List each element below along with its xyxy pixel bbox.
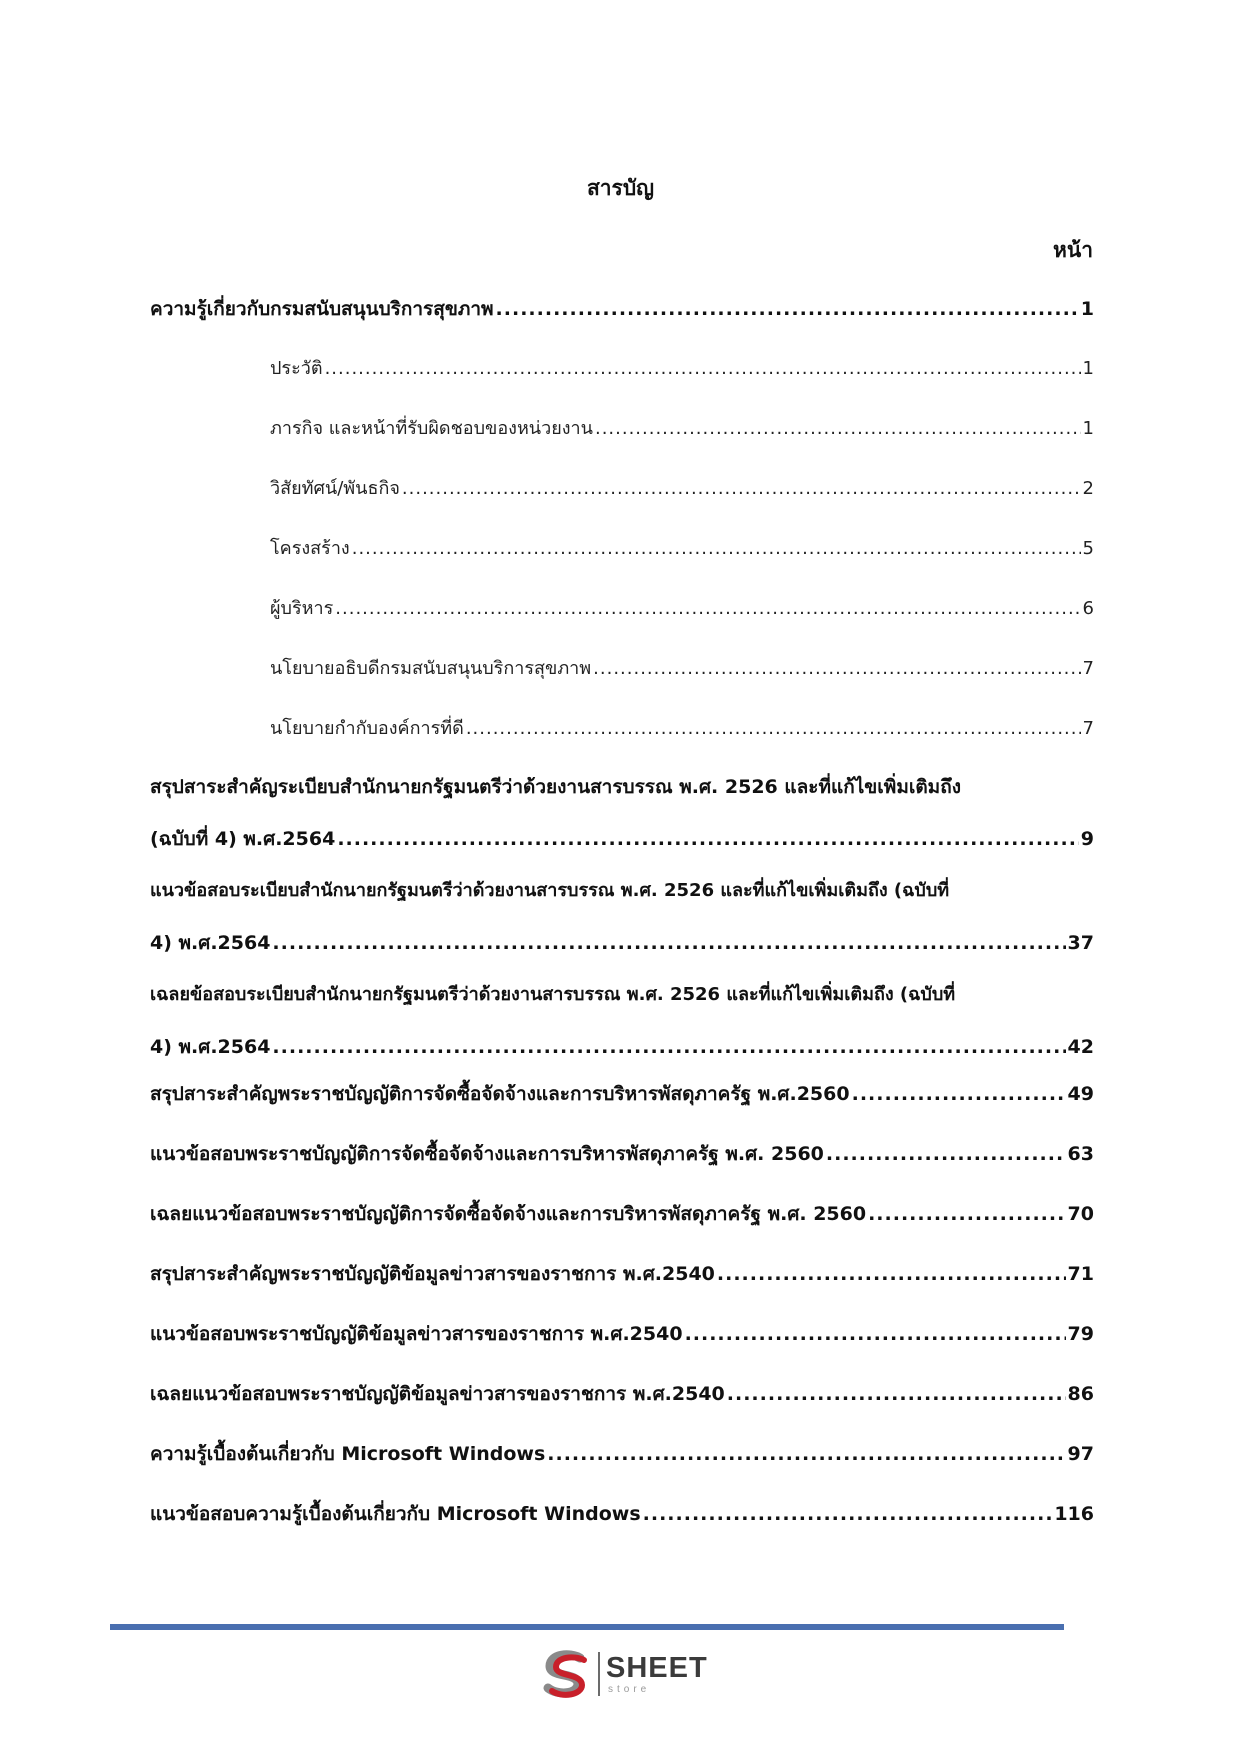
toc-entry-title-line1: แนวข้อสอบระเบียบสำนักนายกรัฐมนตรีว่าด้วยงานสารบรรณ พ.ศ. 2526 และที่แก้ไขเพิ่มเติมถึง (ฉบับที่ bbox=[150, 880, 950, 901]
toc-entry-page: 37 bbox=[1067, 932, 1094, 954]
toc-entry-title-line1: สรุปสาระสำคัญระเบียบสำนักนายกรัฐมนตรีว่าด้วยงานสารบรรณ พ.ศ. 2526 และที่แก้ไขเพิ่มเติมถึง bbox=[150, 776, 961, 798]
toc-subentry[interactable] bbox=[270, 707, 1094, 751]
toc-entry-title: แนวข้อสอบพระราชบัญญัติการจัดซื้อจัดจ้างและการบริหารพัสดุภาครัฐ พ.ศ. 2560 bbox=[150, 1143, 824, 1165]
toc-entry-page: 1 bbox=[1082, 358, 1094, 379]
toc-subentry[interactable] bbox=[270, 407, 1094, 451]
footer-rule bbox=[110, 1624, 1064, 1630]
toc-subentry[interactable] bbox=[270, 467, 1094, 511]
dot-leader bbox=[643, 1492, 1053, 1536]
toc-entry-page: 6 bbox=[1082, 598, 1094, 619]
toc-subentry[interactable] bbox=[270, 587, 1094, 631]
toc-entry-title: ประวัติ bbox=[270, 358, 323, 379]
dot-leader bbox=[727, 1372, 1066, 1416]
page-column-label: หน้า bbox=[1053, 238, 1093, 262]
toc-entry-page: 116 bbox=[1054, 1503, 1094, 1525]
toc-entry[interactable] bbox=[150, 1132, 1094, 1176]
toc-entry[interactable] bbox=[150, 1312, 1094, 1356]
toc-entry-title: วิสัยทัศน์/พันธกิจ bbox=[270, 478, 400, 499]
toc-entry[interactable] bbox=[150, 287, 1094, 331]
dot-leader bbox=[496, 287, 1079, 331]
logo-divider bbox=[598, 1652, 600, 1696]
dot-leader bbox=[272, 921, 1065, 965]
toc-subentry[interactable] bbox=[270, 647, 1094, 691]
toc-entry-title: ความรู้เบื้องต้นเกี่ยวกับ Microsoft Windows bbox=[150, 1443, 546, 1465]
toc-entry-page: 86 bbox=[1067, 1383, 1094, 1405]
dot-leader bbox=[325, 347, 1081, 391]
toc-entry-page: 97 bbox=[1067, 1443, 1094, 1465]
logo-text: SHEET bbox=[606, 1652, 708, 1684]
toc-entry-title: สรุปสาระสำคัญพระราชบัญญัติการจัดซื้อจัดจ้างและการบริหารพัสดุภาครัฐ พ.ศ.2560 bbox=[150, 1083, 850, 1105]
toc-entry-page: 9 bbox=[1080, 828, 1094, 850]
dot-leader bbox=[717, 1252, 1066, 1296]
toc-entry[interactable] bbox=[150, 1432, 1094, 1476]
toc-entry-title-line2: 4) พ.ศ.2564 bbox=[150, 1036, 271, 1058]
toc-entry-page: 70 bbox=[1067, 1203, 1094, 1225]
logo-subtext: store bbox=[608, 1684, 651, 1695]
dot-leader bbox=[595, 407, 1081, 451]
dot-leader bbox=[685, 1312, 1066, 1356]
toc-entry-page: 7 bbox=[1082, 658, 1094, 679]
toc-entry[interactable] bbox=[150, 765, 1094, 861]
dot-leader bbox=[337, 817, 1078, 861]
toc-entry-title: ภารกิจ และหน้าที่รับผิดชอบของหน่วยงาน bbox=[270, 418, 593, 439]
toc-subentry[interactable] bbox=[270, 527, 1094, 571]
toc-entry-page: 63 bbox=[1067, 1143, 1094, 1165]
dot-leader bbox=[272, 1025, 1065, 1069]
toc-entry-title: แนวข้อสอบพระราชบัญญัติข้อมูลข่าวสารของราชการ พ.ศ.2540 bbox=[150, 1323, 683, 1345]
toc-entry-title: ความรู้เกี่ยวกับกรมสนับสนุนบริการสุขภาพ bbox=[150, 298, 494, 320]
toc-entry[interactable] bbox=[150, 1192, 1094, 1236]
toc-entry[interactable] bbox=[150, 1372, 1094, 1416]
dot-leader bbox=[547, 1432, 1065, 1476]
page-title: สารบัญ bbox=[586, 176, 655, 200]
toc-entry[interactable] bbox=[150, 973, 1094, 1069]
toc-entry-page: 2 bbox=[1082, 478, 1094, 499]
s-mark-icon bbox=[540, 1648, 594, 1702]
dot-leader bbox=[826, 1132, 1066, 1176]
toc-entry[interactable] bbox=[150, 869, 1094, 965]
toc-entry[interactable] bbox=[150, 1492, 1094, 1536]
dot-leader bbox=[352, 527, 1081, 571]
toc-entry-page: 79 bbox=[1067, 1323, 1094, 1345]
toc-entry-page: 71 bbox=[1067, 1263, 1094, 1285]
toc-entry-title: นโยบายกำกับองค์การที่ดี bbox=[270, 718, 464, 739]
toc-entry-title-line2: 4) พ.ศ.2564 bbox=[150, 932, 271, 954]
toc-entry-page: 42 bbox=[1067, 1036, 1094, 1058]
sheet-store-logo bbox=[540, 1648, 710, 1702]
dot-leader bbox=[335, 587, 1080, 631]
toc-entry-title-line1: เฉลยข้อสอบระเบียบสำนักนายกรัฐมนตรีว่าด้วยงานสารบรรณ พ.ศ. 2526 และที่แก้ไขเพิ่มเติมถึง (ฉบับที่ bbox=[150, 984, 956, 1005]
toc-entry-title-line2: (ฉบับที่ 4) พ.ศ.2564 bbox=[150, 828, 336, 850]
toc-entry-page: 1 bbox=[1082, 418, 1094, 439]
dot-leader bbox=[868, 1192, 1065, 1236]
toc-entry-title: โครงสร้าง bbox=[270, 538, 350, 559]
toc-entry[interactable] bbox=[150, 1252, 1094, 1296]
toc-entry[interactable] bbox=[150, 1072, 1094, 1116]
dot-leader bbox=[466, 707, 1081, 751]
toc-entry-title: เฉลยแนวข้อสอบพระราชบัญญัติการจัดซื้อจัดจ้างและการบริหารพัสดุภาครัฐ พ.ศ. 2560 bbox=[150, 1203, 867, 1225]
toc-entry-title: นโยบายอธิบดีกรมสนับสนุนบริการสุขภาพ bbox=[270, 658, 592, 679]
toc-entry-page: 1 bbox=[1080, 298, 1094, 320]
dot-leader bbox=[593, 647, 1080, 691]
toc-entry-title: เฉลยแนวข้อสอบพระราชบัญญัติข้อมูลข่าวสารของราชการ พ.ศ.2540 bbox=[150, 1383, 725, 1405]
dot-leader bbox=[402, 467, 1081, 511]
toc-entry-title: ผู้บริหาร bbox=[270, 598, 334, 619]
toc-entry-page: 5 bbox=[1082, 538, 1094, 559]
toc-entry-page: 7 bbox=[1082, 718, 1094, 739]
toc-entry-title: แนวข้อสอบความรู้เบื้องต้นเกี่ยวกับ Microsoft Windows bbox=[150, 1503, 641, 1525]
toc-subentry[interactable] bbox=[270, 347, 1094, 391]
toc-entry-title: สรุปสาระสำคัญพระราชบัญญัติข้อมูลข่าวสารของราชการ พ.ศ.2540 bbox=[150, 1263, 715, 1285]
toc-entry-page: 49 bbox=[1067, 1083, 1094, 1105]
dot-leader bbox=[852, 1072, 1066, 1116]
